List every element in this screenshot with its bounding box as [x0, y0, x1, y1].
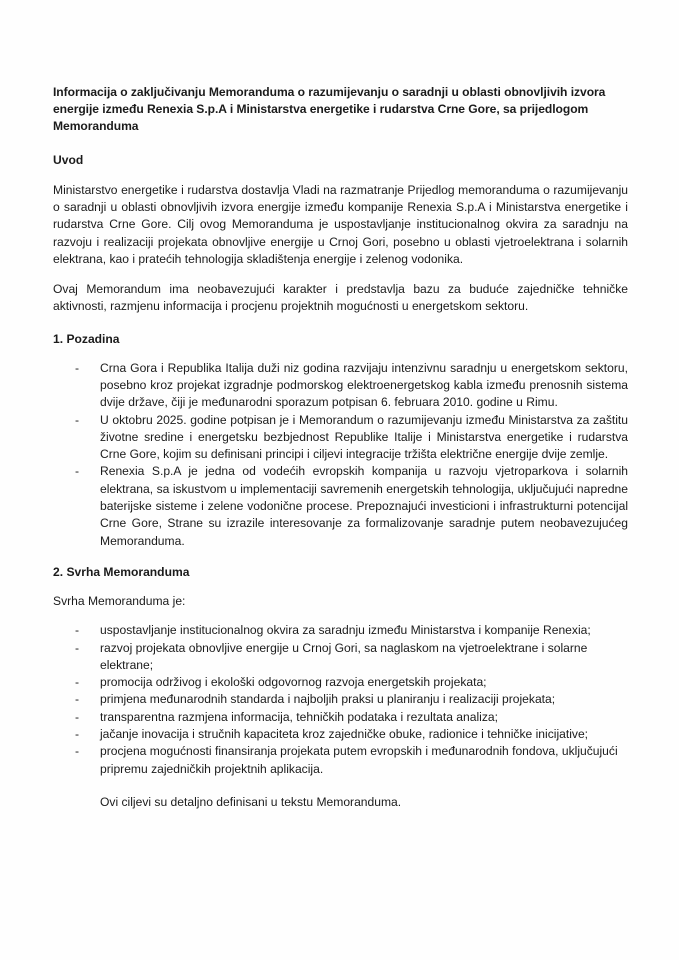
svrha-closing-paragraph: Ovi ciljevi su detaljno definisani u tekstu Memoranduma.: [100, 794, 402, 809]
list-item: - jačanje inovacija i stručnih kapaciteta kroz zajedničke obuke, radionice i tehničke inicijative;: [53, 726, 628, 743]
list-item: - transparentna razmjena informacija, tehničkih podataka i rezultata analiza;: [53, 709, 628, 726]
list-item: - primjena međunarodnih standarda i najboljih praksi u planiranju i realizaciji projekata;: [53, 691, 628, 708]
list-item: - uspostavljanje institucionalnog okvira za saradnju između Ministarstva i kompanije Renexia;: [53, 622, 628, 639]
section-heading-uvod: Uvod: [53, 152, 84, 167]
page-title: Informacija o zaključivanju Memoranduma o razumijevanju o saradnji u oblasti obnovljivih izvora energije između Renexia S.p.A i Ministarstva energetike i rudarstva Crne Gore, sa prijedlogom Memoranduma: [53, 85, 606, 134]
intro-paragraph-2: Ovaj Memorandum ima neobavezujući karakter i predstavlja bazu za buduće zajedničke tehničke aktivnosti, razmjenu informacija i procjenu projektnih mogućnosti u energetskom sektoru.: [53, 282, 628, 314]
section-heading-svrha: 2. Svrha Memoranduma: [53, 564, 190, 579]
list-item: - Crna Gora i Republika Italija duži niz godina razvijaju intenzivnu saradnju u energetskom sektoru, posebno kroz projekat izgradnje podmorskog elektroenergetskog kabla između prenosnih sistema dvije države, čiji je međunarodni sporazum potpisan 6. februara 2010. godine u Rimu.: [53, 360, 628, 412]
document-content: [53, 84, 628, 811]
list-item: - procjena mogućnosti finansiranja projekata putem evropskih i međunarodnih fondova, uključujući pripremu zajedničkih projektnih aplikacija.: [53, 743, 628, 778]
section-heading-pozadina: 1. Pozadina: [53, 331, 120, 346]
intro-paragraph-1: Ministarstvo energetike i rudarstva dostavlja Vladi na razmatranje Prijedlog memoranduma o razumijevanju o saradnji u oblasti obnovljivih izvora energije između kompanije Renexia S.p.A i Ministarstva energetike i rudarstva Crne Gore. Cilj ovog Memoranduma je uspostavljanje institucionalnog okvira za saradnju na razvoju i realizaciji projekata obnovljive energije u Crnoj Gori, posebno u oblasti vjetroelektrana i solarnih elektrana, kao i pratećih tehnologija skladištenja energije i zelenog vodonika.: [53, 182, 628, 266]
list-item: - promocija održivog i ekološki odgovornog razvoja energetskih projekata;: [53, 674, 628, 691]
list-item: - U oktobru 2025. godine potpisan je i Memorandum o razumijevanju između Ministarstva za zaštitu životne sredine i energetsku bezbjednost Republike Italije i Ministarstva energetike i rudarstva Crne Gore, kojim su definisani principi i ciljevi integracije tržišta električne energije dvije zemlje.: [53, 412, 628, 464]
svrha-bullet-list: [53, 622, 628, 778]
list-item: - razvoj projekata obnovljive energije u Crnoj Gori, sa naglaskom na vjetroelektrane i solarne elektrane;: [53, 640, 628, 675]
pozadina-bullet-list: [53, 360, 628, 550]
list-item: - Renexia S.p.A je jedna od vodećih evropskih kompanija u razvoju vjetroparkova i solarnih elektrana, sa iskustvom u implementaciji savremenih energetskih tehnologija, uključujući napredne baterijske sisteme i zelene vodonične procese. Prepoznajući investicioni i infrastrukturni potencijal Crne Gore, Strane su izrazile interesovanje za formalizovanje saradnje putem neobavezujućeg Memoranduma.: [53, 463, 628, 549]
svrha-lead-in: Svrha Memoranduma je:: [53, 593, 186, 608]
